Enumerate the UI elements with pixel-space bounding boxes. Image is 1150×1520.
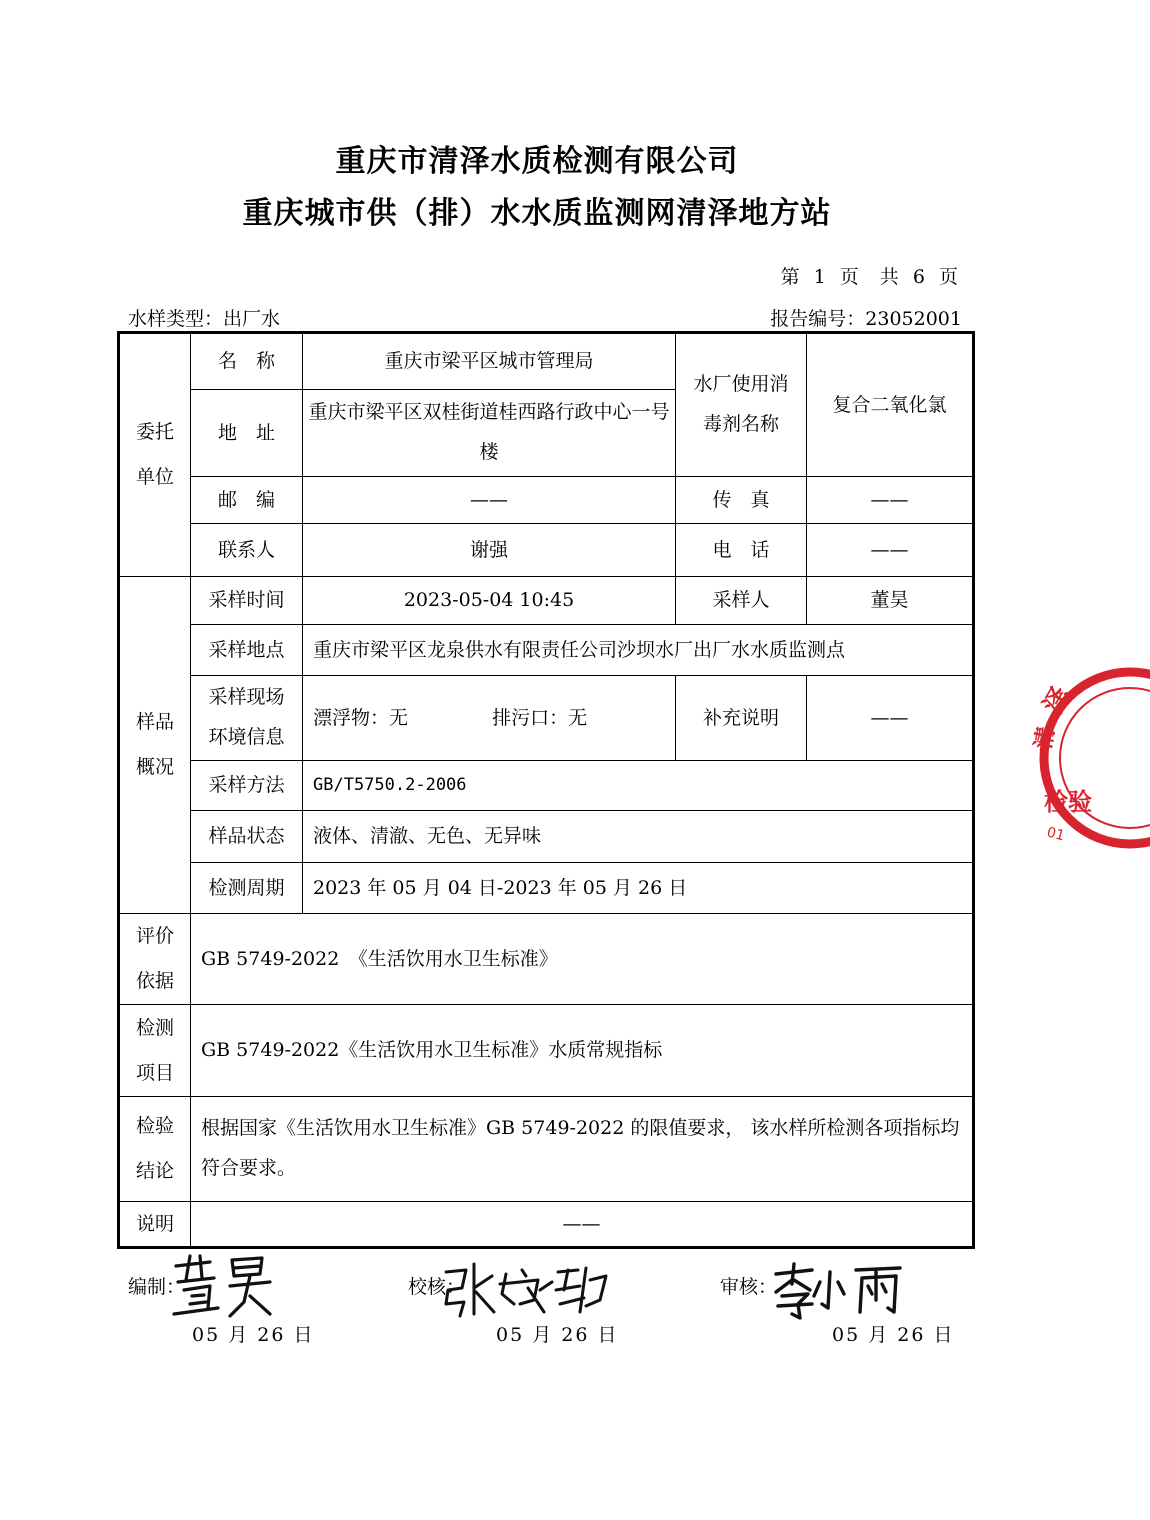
report-table (117, 331, 975, 1249)
checker-label: 校核： (408, 1276, 466, 1298)
name-label: 名 称 (191, 333, 303, 390)
svg-text:检验: 检验 (1044, 788, 1092, 816)
postcode-value: —— (303, 477, 676, 524)
editor-signature (170, 1252, 280, 1322)
note-label: 说明 (119, 1202, 191, 1248)
fax-label: 传 真 (676, 477, 807, 524)
conclusion-label: 检验结论 (119, 1097, 191, 1202)
reviewer-label: 审核： (720, 1276, 778, 1298)
postcode-label: 邮 编 (191, 477, 303, 524)
floating-value: 漂浮物：无 (313, 706, 409, 729)
svg-text:清: 清 (1031, 725, 1060, 752)
fax-value: —— (807, 477, 974, 524)
page-prefix: 第 (780, 266, 801, 288)
sample-section-label: 样品概况 (119, 577, 191, 914)
supplement-value: —— (807, 676, 974, 761)
method-label: 采样方法 (191, 761, 303, 811)
state-label: 样品状态 (191, 811, 303, 863)
basis-label: 评价依据 (119, 914, 191, 1005)
env-label: 采样现场环境信息 (191, 676, 303, 761)
client-name: 重庆市梁平区城市管理局 (303, 333, 676, 390)
sample-type: 水样类型：出厂水 (128, 308, 281, 330)
phone-label: 电 话 (676, 524, 807, 577)
outfall-value: 排污口：无 (492, 706, 588, 729)
client-address: 重庆市梁平区双桂街道桂西路行政中心一号楼 (303, 390, 676, 477)
conclusion-value: 根据国家《生活饮用水卫生标准》GB 5749-2022 的限值要求， 该水样所检测各项指标均符合要求。 (191, 1097, 974, 1202)
phone-value: —— (807, 524, 974, 577)
env-info (303, 676, 676, 761)
station-title: 重庆城市供（排）水水质监测网清泽地方站 (242, 196, 832, 231)
supplement-label: 补充说明 (676, 676, 807, 761)
basis-value: GB 5749-2022 《生活饮用水卫生标准》 (191, 914, 974, 1005)
contact-label: 联系人 (191, 524, 303, 577)
official-stamp (1030, 658, 1150, 858)
method-value: GB/T5750.2-2006 (303, 761, 974, 811)
report-number: 报告编号：23052001 (770, 308, 962, 330)
disinfectant-value: 复合二氧化氯 (807, 333, 974, 477)
sampler-label: 采样人 (676, 577, 807, 625)
svg-text:01: 01 (1044, 824, 1067, 845)
state-value: 液体、清澈、无色、无异味 (303, 811, 974, 863)
reviewer-signature (768, 1260, 908, 1320)
client-section-label: 委托单位 (119, 333, 191, 577)
note-value: —— (191, 1202, 974, 1248)
page-mid: 页 共 (839, 266, 900, 288)
checker-signature (440, 1260, 610, 1318)
page-number: 1 (813, 266, 827, 288)
sample-location-label: 采样地点 (191, 625, 303, 676)
address-label: 地 址 (191, 390, 303, 477)
period-value: 2023 年 05 月 04 日-2023 年 05 月 26 日 (303, 863, 974, 914)
company-title: 重庆市清泽水质检测有限公司 (335, 144, 739, 179)
sampler-value: 董昊 (807, 577, 974, 625)
period-label: 检测周期 (191, 863, 303, 914)
editor-label: 编制： (128, 1276, 186, 1298)
checker-date: 05 月 26 日 (496, 1324, 619, 1346)
contact-value: 谢强 (303, 524, 676, 577)
sample-time: 2023-05-04 10:45 (303, 577, 676, 625)
svg-text:泽: 泽 (1038, 681, 1078, 720)
editor-date: 05 月 26 日 (192, 1324, 315, 1346)
reviewer-date: 05 月 26 日 (832, 1324, 955, 1346)
sample-time-label: 采样时间 (191, 577, 303, 625)
sample-location: 重庆市梁平区龙泉供水有限责任公司沙坝水厂出厂水水质监测点 (303, 625, 974, 676)
page-total: 6 (912, 266, 926, 288)
page-info (778, 262, 962, 289)
page-suffix: 页 (938, 266, 959, 288)
items-value: GB 5749-2022《生活饮用水卫生标准》水质常规指标 (191, 1005, 974, 1097)
items-label: 检测项目 (119, 1005, 191, 1097)
disinfectant-label: 水厂使用消毒剂名称 (676, 333, 807, 477)
